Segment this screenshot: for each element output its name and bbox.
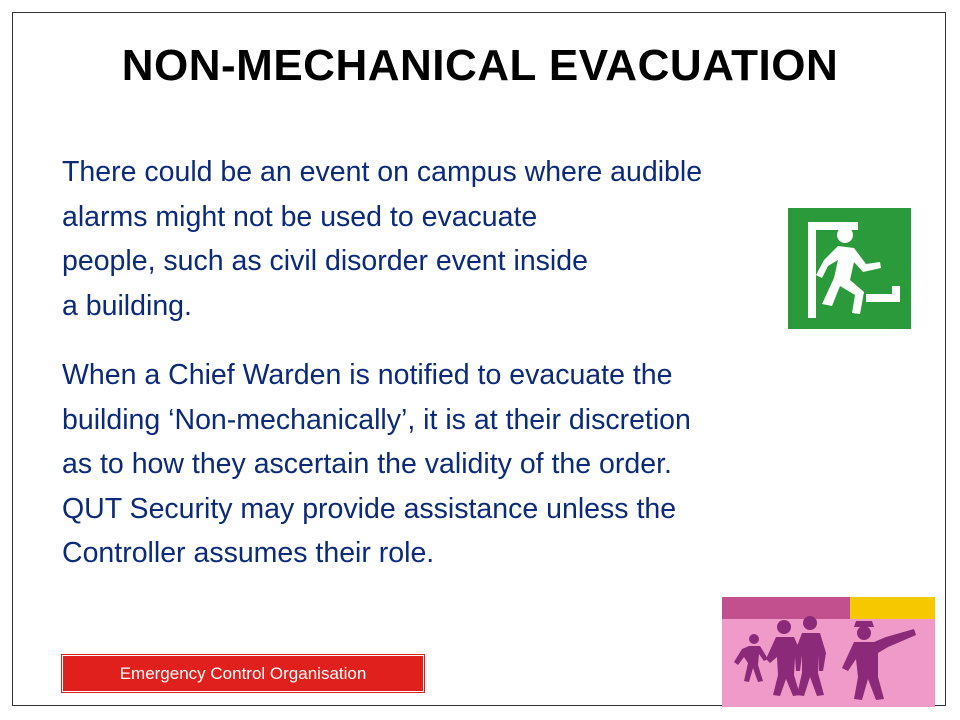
- paragraph-chief-warden-line: building ‘Non-mechanically’, it is at their discretion: [62, 403, 691, 436]
- paragraph-chief-warden: [62, 353, 691, 576]
- paragraph-chief-warden-line: Controller assumes their role.: [62, 537, 435, 569]
- footer-label: Emergency Control Organisation: [62, 655, 424, 692]
- paragraph-intro-line: alarms might not be used to evacuate: [62, 200, 538, 233]
- evacuating-people-icon: [722, 597, 935, 707]
- paragraph-chief-warden-line: QUT Security may provide assistance unless the: [62, 492, 677, 525]
- paragraph-chief-warden-line: When a Chief Warden is notified to evacuate the: [62, 359, 673, 391]
- paragraph-intro: [62, 150, 702, 328]
- paragraph-intro-line: people, such as civil disorder event inside: [62, 245, 588, 277]
- paragraph-intro-line: a building.: [62, 289, 192, 322]
- slide-title: NON-MECHANICAL EVACUATION: [121, 41, 839, 90]
- paragraph-intro-line: There could be an event on campus where audible: [62, 156, 703, 188]
- emergency-exit-running-man-icon: [788, 208, 911, 329]
- paragraph-chief-warden-line: as to how they ascertain the validity of the order.: [62, 448, 672, 480]
